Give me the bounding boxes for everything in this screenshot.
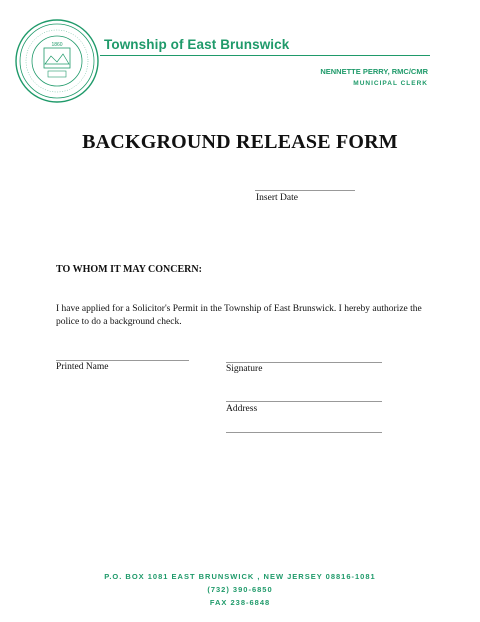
page-title: BACKGROUND RELEASE FORM — [82, 131, 398, 153]
signature-label: Signature — [226, 364, 263, 374]
header-divider — [100, 55, 430, 56]
township-seal-logo — [14, 18, 100, 104]
address-line[interactable] — [226, 401, 382, 402]
authorization-text: I have applied for a Solicitor's Permit in the Township of East Brunswick. I hereby authorize the police to do a background check. — [56, 304, 422, 327]
date-label: Insert Date — [256, 193, 298, 203]
township-name: Township of East Brunswick — [104, 37, 290, 52]
address-line-2[interactable] — [226, 432, 382, 433]
footer-phone: (732) 390-6850 — [207, 585, 273, 594]
signature-line[interactable] — [226, 362, 382, 363]
clerk-title: MUNICIPAL CLERK — [353, 80, 428, 87]
footer-address: P.O. BOX 1081 EAST BRUNSWICK , NEW JERSEY 08816-1081 — [104, 572, 376, 581]
salutation: TO WHOM IT MAY CONCERN: — [56, 264, 202, 275]
printed-name-label: Printed Name — [56, 362, 109, 372]
seal-year: 1860 — [51, 42, 63, 48]
printed-name-line[interactable] — [56, 360, 189, 361]
address-label: Address — [226, 404, 258, 414]
clerk-name: NENNETTE PERRY, RMC/CMR — [320, 67, 428, 76]
footer-fax: FAX 238-6848 — [209, 598, 271, 607]
date-line[interactable] — [255, 190, 355, 191]
